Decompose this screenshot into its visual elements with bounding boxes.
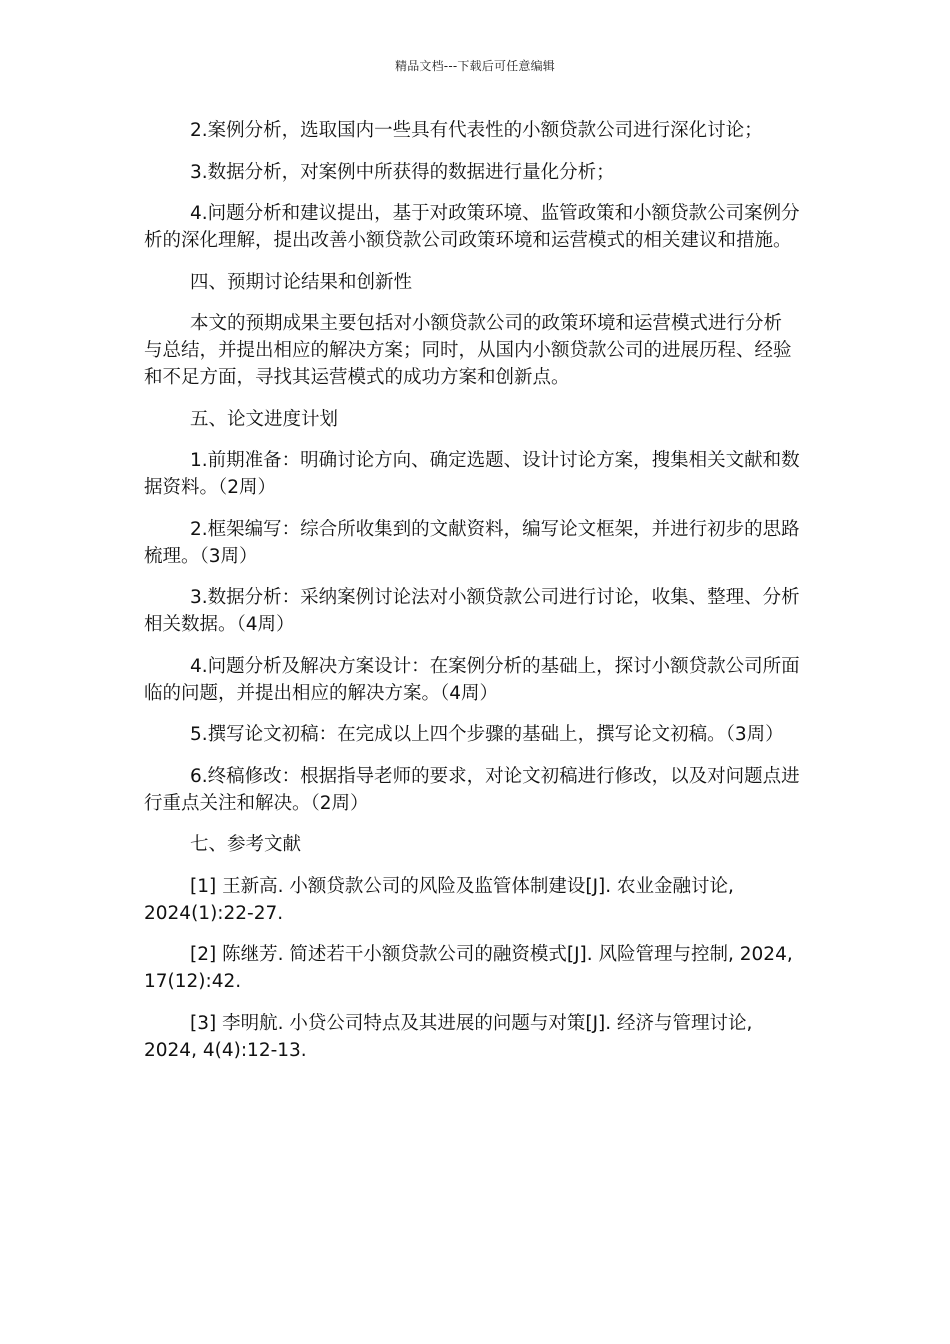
section-heading-schedule: 五、论文进度计划 — [190, 408, 339, 430]
schedule-item-3: 3.数据分析：采纳案例讨论法对小额贷款公司进行讨论，收集、整理、分析相关数据。（4周） — [144, 587, 800, 635]
section-heading-references: 七、参考文献 — [190, 834, 302, 855]
paragraph-expected-results: 本文的预期成果主要包括对小额贷款公司的政策环境和运营模式进行分析与总结，并提出相应的解决方案；同时，从国内小额贷款公司的进展历程、经验和不足方面，寻找其运营模式的成功方案和创新点。 — [144, 313, 792, 388]
paragraph-data-analysis: 3.数据分析，对案例中所获得的数据进行量化分析； — [190, 161, 615, 183]
section-heading-expected-results: 四、预期讨论结果和创新性 — [190, 271, 413, 293]
schedule-item-4: 4.问题分析及解决方案设计：在案例分析的基础上，探讨小额贷款公司所面临的问题，并提出相应的解决方案。（4周） — [144, 655, 800, 704]
reference-item-3: [3] 李明航. 小贷公司特点及其进展的问题与对策[J]. 经济与管理讨论, 2024, 4(4):12-13. — [144, 1012, 753, 1061]
schedule-item-1: 1.前期准备：明确讨论方向、确定选题、设计讨论方案，搜集相关文献和数据资料。（2周） — [144, 450, 800, 498]
paragraph-problem-analysis: 4.问题分析和建议提出，基于对政策环境、监管政策和小额贷款公司案例分析的深化理解，提出改善小额贷款公司政策环境和运营模式的相关建议和措施。 — [144, 203, 800, 251]
schedule-item-6: 6.终稿修改：根据指导老师的要求，对论文初稿进行修改，以及对问题点进行重点关注和解决。（2周） — [144, 765, 800, 814]
schedule-item-5: 5.撰写论文初稿：在完成以上四个步骤的基础上，撰写论文初稿。（3周） — [190, 724, 784, 745]
reference-item-2: [2] 陈继芳. 简述若干小额贷款公司的融资模式[J]. 风险管理与控制, 2024, 17(12):42. — [144, 944, 793, 992]
page-header: 精品文档---下载后可任意编辑 — [395, 59, 555, 73]
schedule-item-2: 2.框架编写：综合所收集到的文献资料，编写论文框架，并进行初步的思路梳理。（3周） — [144, 518, 800, 567]
reference-item-1: [1] 王新高. 小额贷款公司的风险及监管体制建设[J]. 农业金融讨论, 2024(1):22-27. — [144, 875, 734, 924]
document-body — [144, 117, 800, 1078]
paragraph-case-analysis: 2.案例分析，选取国内一些具有代表性的小额贷款公司进行深化讨论； — [190, 120, 763, 141]
